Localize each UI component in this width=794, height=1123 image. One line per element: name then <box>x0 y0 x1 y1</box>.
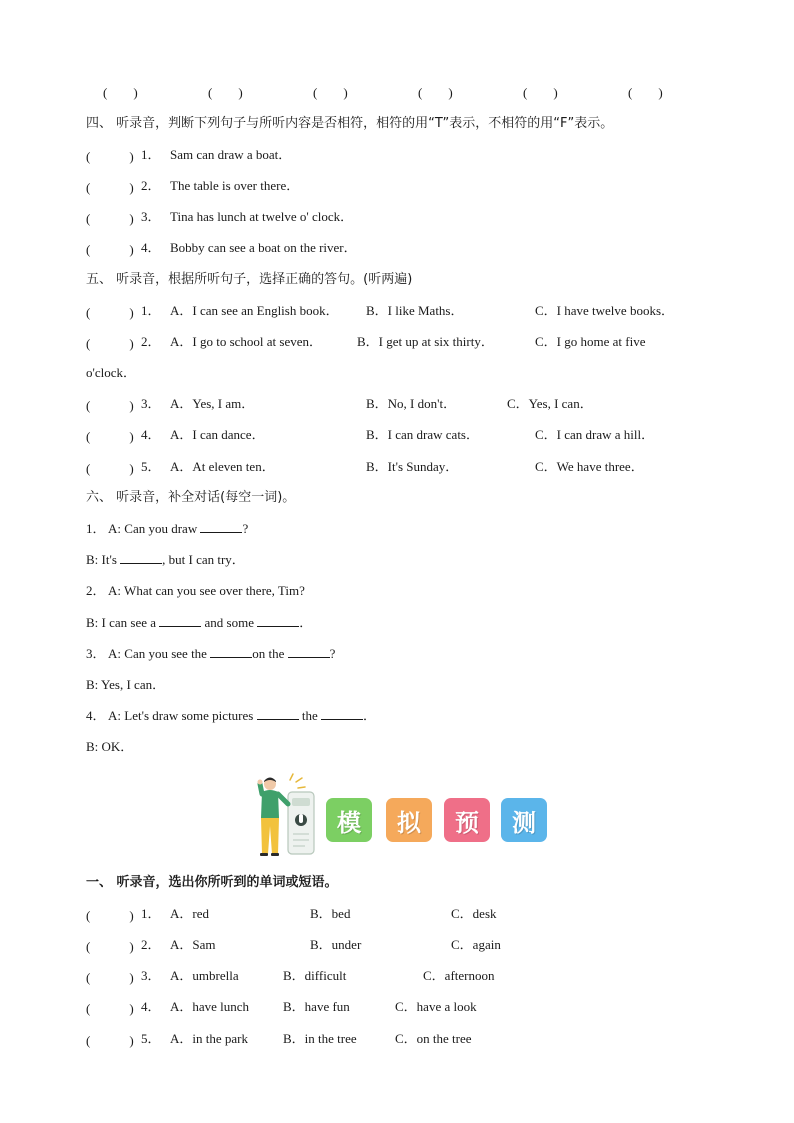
item-number: 2． <box>141 178 161 193</box>
option-a: A．At eleven ten． <box>170 459 275 474</box>
option-c: C．on the tree <box>395 1031 472 1046</box>
dialogue-line <box>86 551 245 569</box>
option-a: A．I can dance． <box>170 427 265 442</box>
option-a: A．I go to school at seven． <box>170 334 323 349</box>
answer-bracket[interactable]: ( ) <box>418 85 453 100</box>
option-b: B．bed <box>310 906 351 921</box>
item-number: 1． <box>141 906 161 921</box>
dialogue-text: ． <box>362 708 376 723</box>
statement-text: Sam can draw a boat． <box>170 147 292 162</box>
fill-blank[interactable] <box>200 520 242 533</box>
item-number: 4． <box>141 427 161 442</box>
dialogue-line <box>86 738 133 756</box>
dialogue-text: the <box>298 708 321 723</box>
option-c: C．Yes, I can． <box>507 396 593 411</box>
dialogue-text: B: OK． <box>86 739 134 754</box>
option-b: B．in the tree <box>283 1031 357 1046</box>
answer-paren[interactable]: ( ) <box>86 211 134 226</box>
dialogue-text: 2． A: What can you see over there, Tim? <box>86 583 305 598</box>
option-c: C．have a look <box>395 999 477 1014</box>
dialogue-text: and some <box>201 615 258 630</box>
fill-blank[interactable] <box>321 707 363 720</box>
option-c: C．I can draw a hill． <box>535 427 655 442</box>
statement-text: Bobby can see a boat on the river． <box>170 240 357 255</box>
option-b: B．difficult <box>283 968 347 983</box>
fill-blank[interactable] <box>210 645 252 658</box>
dialogue-text: 4． A: Let's draw some pictures <box>86 708 257 723</box>
fill-blank[interactable] <box>288 645 330 658</box>
section-4-title: 四、 听录音，判断下列句子与所听内容是否相符，相符的用“T”表示，不相符的用“F”表示。 <box>86 116 614 131</box>
banner-tile-ni: 拟 <box>386 798 432 842</box>
person-listening-illustration <box>250 770 320 858</box>
option-b: B．No, I don't． <box>366 396 457 411</box>
dialogue-text: 1． A: Can you draw <box>86 521 201 536</box>
option-c: C．afternoon <box>423 968 495 983</box>
option-c: C．We have three． <box>535 459 644 474</box>
option-a: A．umbrella <box>170 968 239 983</box>
answer-paren[interactable]: ( ) <box>86 429 134 444</box>
option-c: C．desk <box>451 906 497 921</box>
item-number: 2． <box>141 937 161 952</box>
option-b: B．I can draw cats． <box>366 427 479 442</box>
dialogue-text: on the <box>252 646 288 661</box>
option-a: A．Sam <box>170 937 216 952</box>
banner-tile-yu: 预 <box>444 798 490 842</box>
dialogue-line <box>86 707 376 725</box>
option-b: B．It's Sunday． <box>366 459 459 474</box>
answer-bracket[interactable]: ( ) <box>103 85 138 100</box>
item-number: 2． <box>141 334 161 349</box>
section-6-title: 六、 听录音，补全对话(每空一词)。 <box>86 490 296 505</box>
answer-paren[interactable]: ( ) <box>86 242 134 257</box>
dialogue-line <box>86 520 248 538</box>
dialogue-text: B: It's <box>86 552 121 567</box>
answer-paren[interactable]: ( ) <box>86 149 134 164</box>
option-b: B．I get up at six thirty． <box>357 334 494 349</box>
option-a: A．red <box>170 906 209 921</box>
option-a: A．in the park <box>170 1031 248 1046</box>
dialogue-line <box>86 676 165 694</box>
dialogue-text: B: Yes, I can． <box>86 677 166 692</box>
banner-tile-ce: 测 <box>501 798 547 842</box>
answer-bracket[interactable]: ( ) <box>523 85 558 100</box>
fill-blank[interactable] <box>257 707 299 720</box>
answer-paren[interactable]: ( ) <box>86 1033 134 1048</box>
statement-text: The table is over there． <box>170 178 300 193</box>
item-number: 5． <box>141 459 161 474</box>
answer-bracket[interactable]: ( ) <box>313 85 348 100</box>
option-b: B．under <box>310 937 362 952</box>
option-c: C．I have twelve books． <box>535 303 675 318</box>
item-number: 4． <box>141 999 161 1014</box>
option-a: A．have lunch <box>170 999 250 1014</box>
item-number: 3． <box>141 396 161 411</box>
item-number: 5． <box>141 1031 161 1046</box>
item-number: 4． <box>141 240 161 255</box>
option-a: A．Yes, I am． <box>170 396 255 411</box>
answer-paren[interactable]: ( ) <box>86 908 134 923</box>
section-5-title: 五、 听录音，根据所听句子，选择正确的答句。(听两遍) <box>86 272 413 287</box>
section-1-title: 一、 听录音，选出你所听到的单词或短语。 <box>86 875 338 890</box>
fill-blank[interactable] <box>120 551 162 564</box>
answer-paren[interactable]: ( ) <box>86 461 134 476</box>
option-c: C．again <box>451 937 501 952</box>
answer-paren[interactable]: ( ) <box>86 970 134 985</box>
banner-tile-mo: 模 <box>326 798 372 842</box>
item-number: 3． <box>141 209 161 224</box>
option-b: B．have fun <box>283 999 350 1014</box>
item-number: 3． <box>141 968 161 983</box>
dialogue-text: , but I can try． <box>162 552 245 567</box>
option-c: C．I go home at five <box>535 334 646 349</box>
statement-text: Tina has lunch at twelve o' clock． <box>170 209 354 224</box>
dialogue-line <box>86 645 335 663</box>
dialogue-text: ? <box>242 521 249 536</box>
answer-paren[interactable]: ( ) <box>86 336 134 351</box>
answer-paren[interactable]: ( ) <box>86 180 134 195</box>
option-a: A．I can see an English book． <box>170 303 339 318</box>
dialogue-line <box>86 582 305 600</box>
answer-paren[interactable]: ( ) <box>86 305 134 320</box>
dialogue-text: ． <box>299 615 313 630</box>
dialogue-text: B: I can see a <box>86 615 160 630</box>
item-number: 1． <box>141 303 161 318</box>
dialogue-text: ? <box>329 646 336 661</box>
option-c-continuation: o'clock． <box>86 365 136 380</box>
answer-bracket[interactable]: ( ) <box>208 85 243 100</box>
answer-bracket[interactable]: ( ) <box>628 85 663 100</box>
option-b: B．I like Maths． <box>366 303 464 318</box>
dialogue-text: 3． A: Can you see the <box>86 646 211 661</box>
fill-blank[interactable] <box>159 614 201 627</box>
item-number: 1． <box>141 147 161 162</box>
dialogue-line <box>86 614 312 632</box>
answer-paren[interactable]: ( ) <box>86 1001 134 1016</box>
answer-paren[interactable]: ( ) <box>86 398 134 413</box>
fill-blank[interactable] <box>257 614 299 627</box>
answer-paren[interactable]: ( ) <box>86 939 134 954</box>
